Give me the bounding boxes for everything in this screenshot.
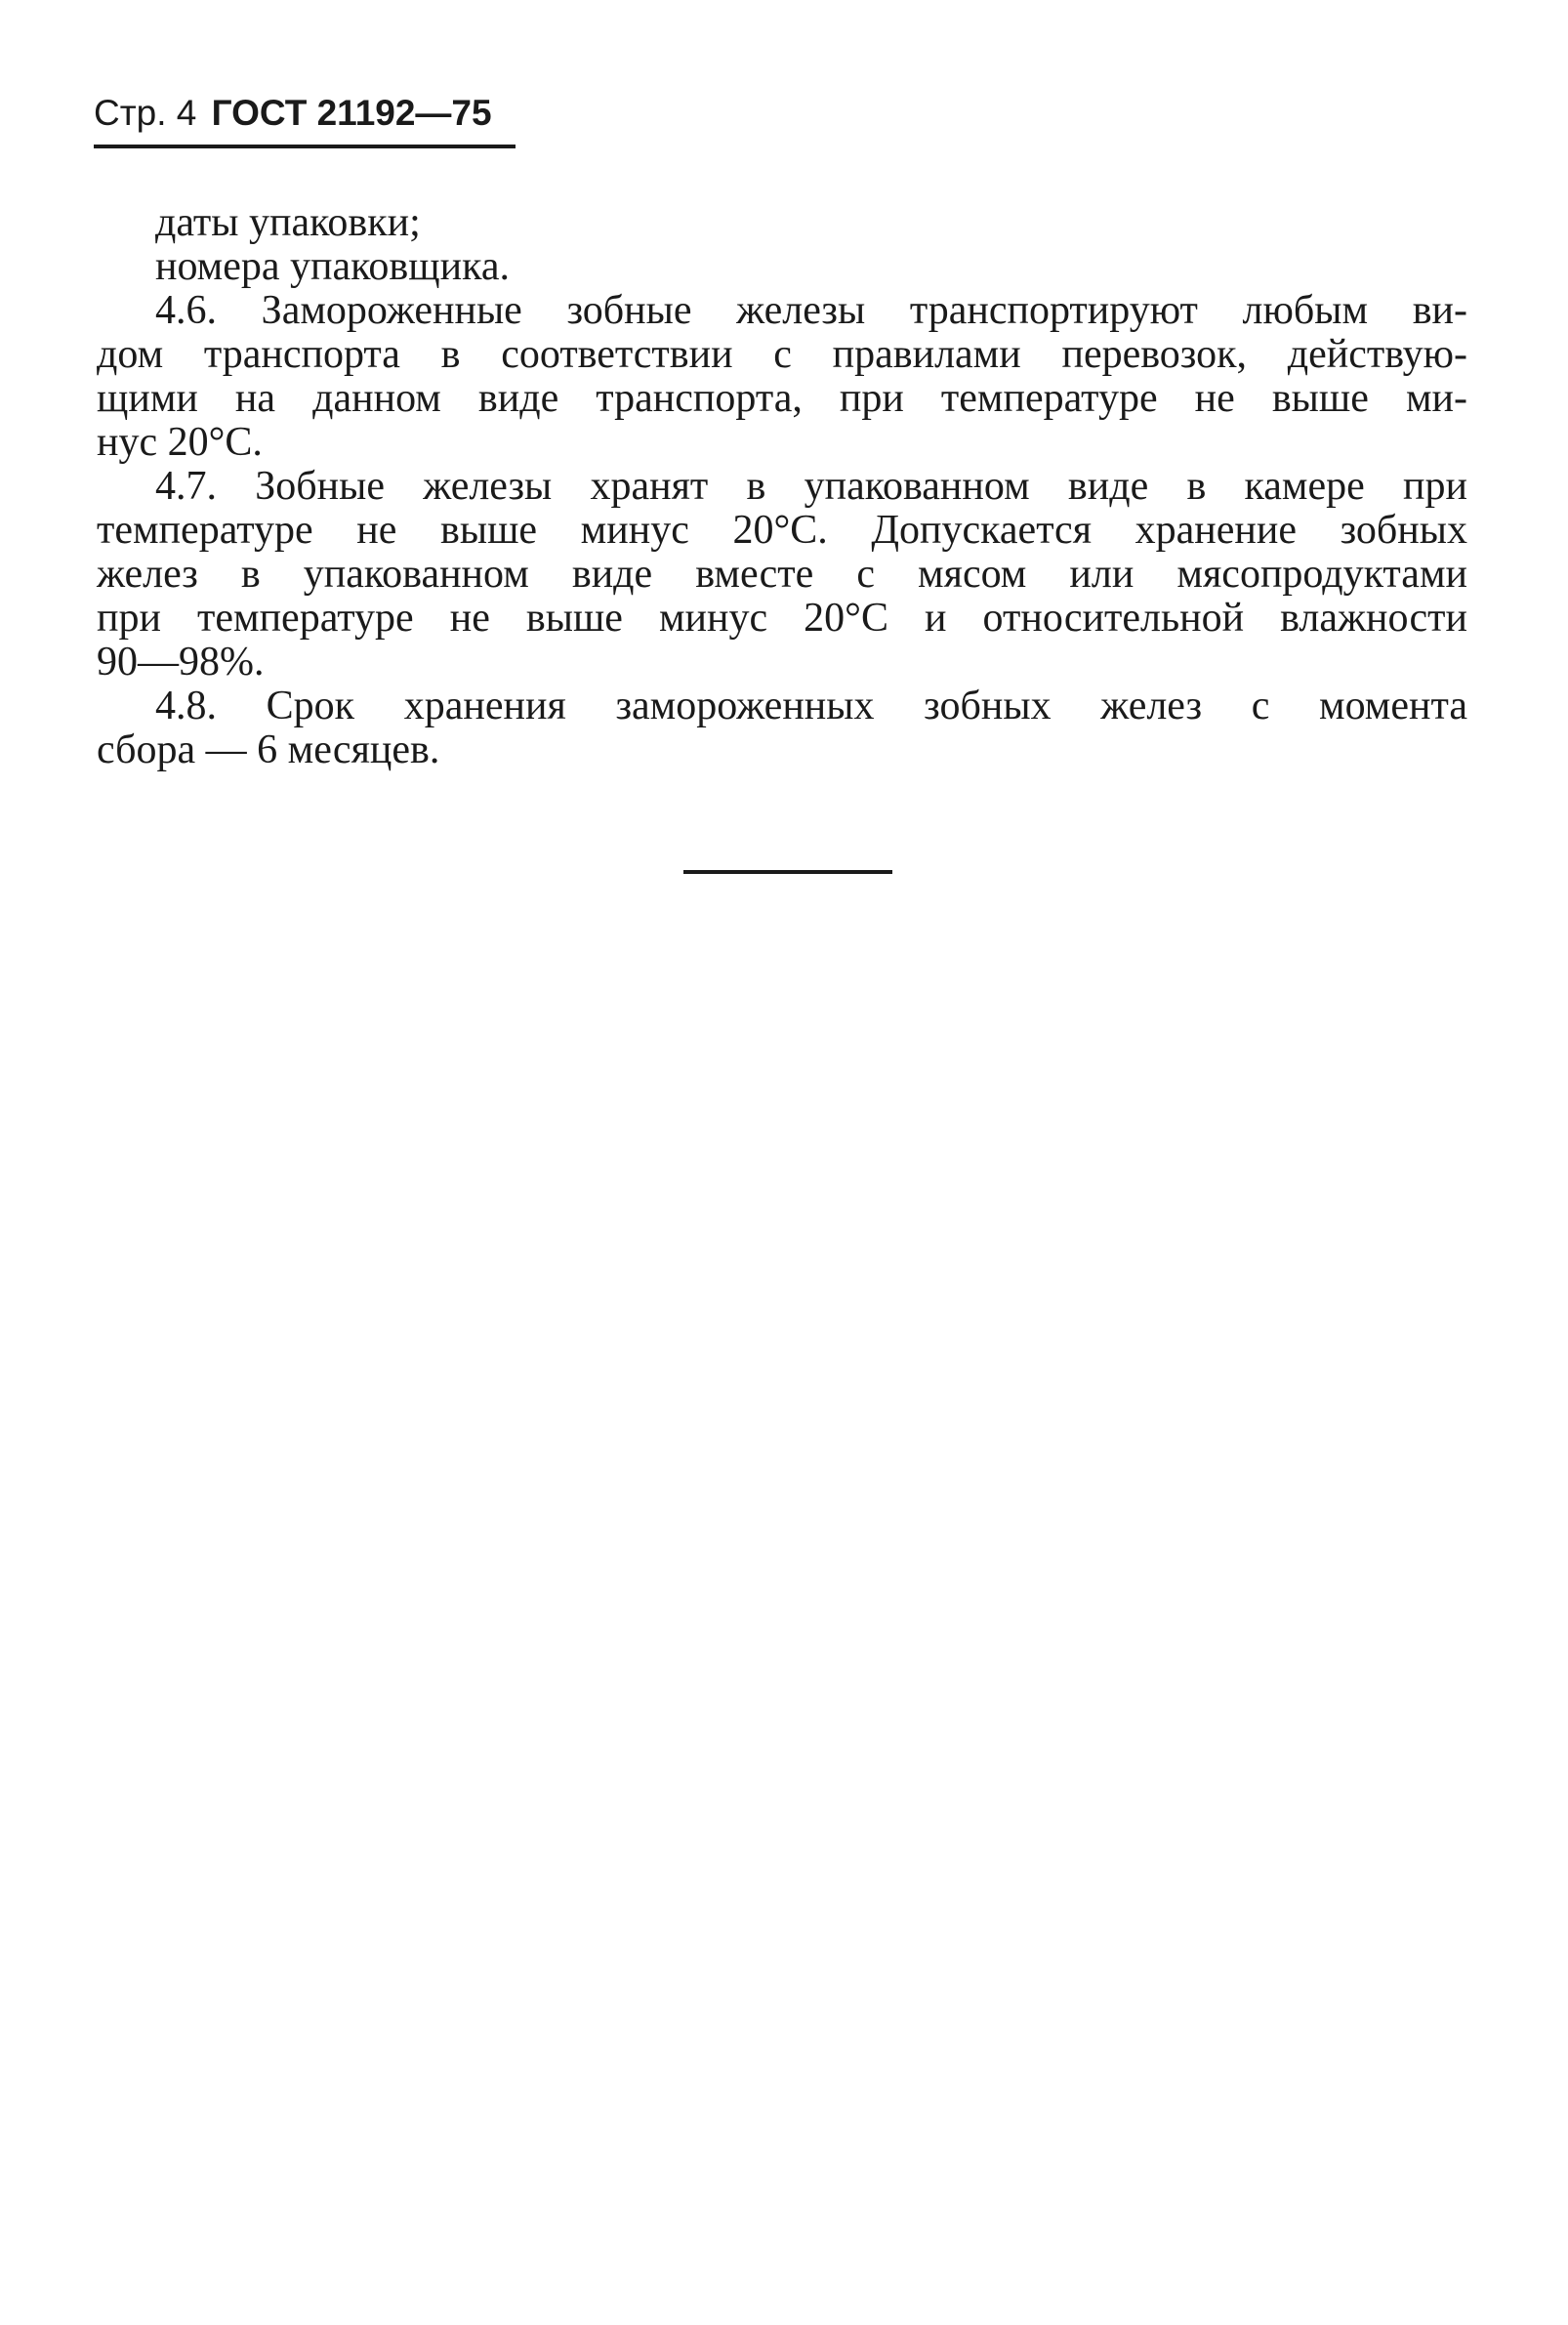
page-header — [94, 90, 492, 138]
paragraph-4-7-line: желез в упакованном виде вместе с мясом или мясопродуктами — [97, 552, 1467, 597]
paragraph-4-6-line: щими на данном виде транспорта, при температуре не выше ми- — [97, 376, 1467, 421]
paragraph-4-6-line: дом транспорта в соответствии с правилами перевозок, действую- — [97, 332, 1467, 377]
paragraph-4-6-line: 4.6. Замороженные зобные железы транспортируют любым ви- — [155, 288, 1467, 333]
standard-code: ГОСТ 21192—75 — [211, 93, 492, 133]
header-rule — [94, 145, 516, 148]
page-number: Стр. 4 — [94, 93, 197, 133]
paragraph-4-8-line: 4.8. Срок хранения замороженных зобных желез с момента — [155, 684, 1467, 728]
text-line: номера упаковщика. — [155, 244, 510, 289]
paragraph-4-8-line: сбора — 6 месяцев. — [97, 727, 440, 772]
document-body — [97, 201, 1467, 772]
paragraph-4-6-line: нус 20°С. — [97, 420, 263, 465]
paragraph-4-7-line: 4.7. Зобные железы хранят в упакованном виде в камере при — [155, 464, 1467, 509]
text-line: даты упаковки; — [155, 200, 421, 245]
paragraph-4-7-line: при температуре не выше минус 20°С и относительной влажности — [97, 596, 1467, 641]
paragraph-4-7-line: 90—98%. — [97, 640, 265, 685]
end-rule — [683, 870, 892, 874]
paragraph-4-7-line: температуре не выше минус 20°С. Допускается хранение зобных — [97, 508, 1467, 553]
